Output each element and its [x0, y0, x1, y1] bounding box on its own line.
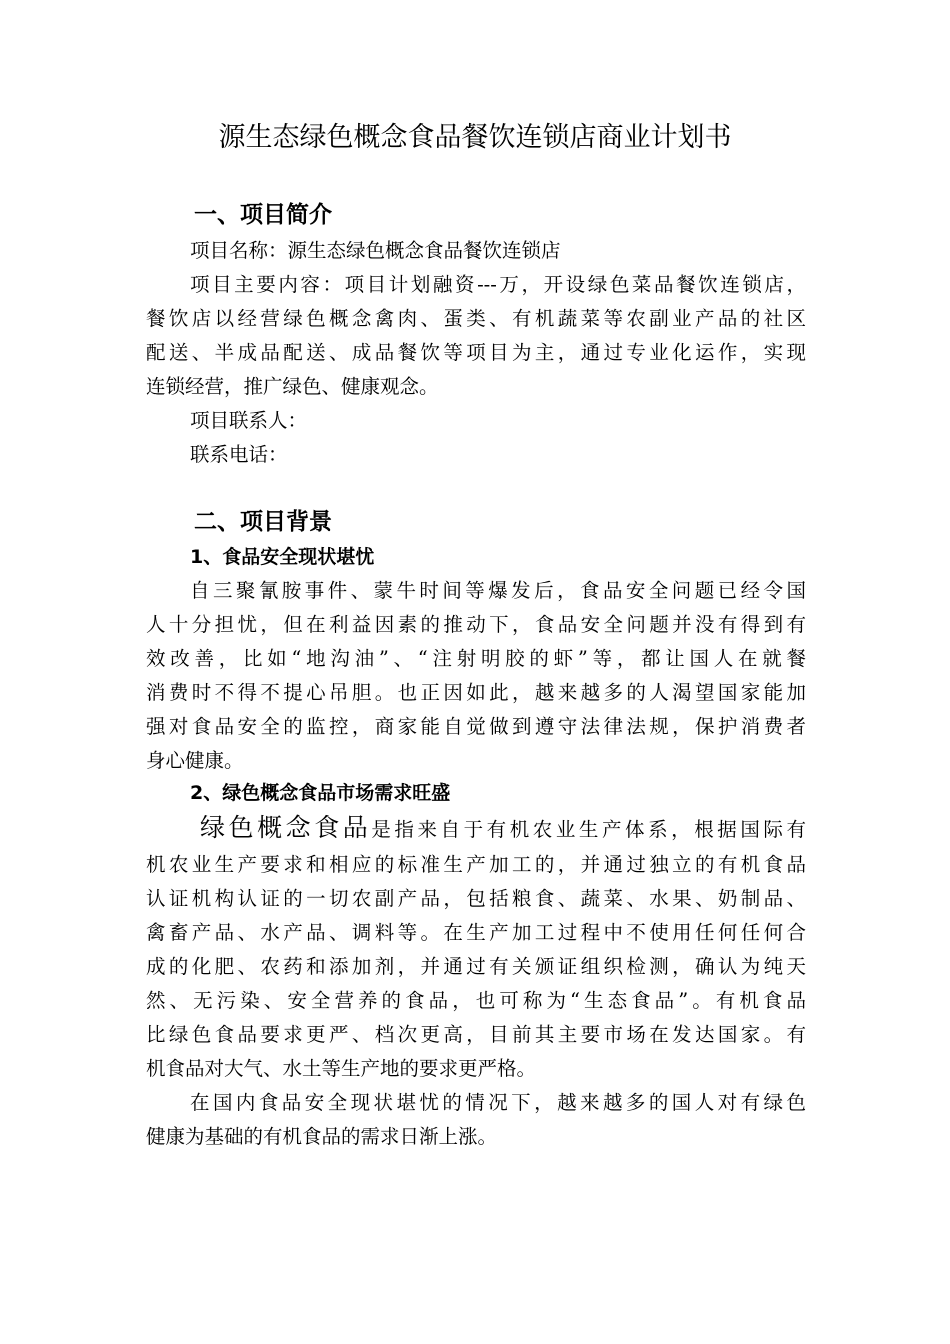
sub1-line-2: 人十分担忧，但在利益因素的推动下，食品安全问题并没有得到有 [146, 613, 806, 636]
project-content-line-3: 配送、半成品配送、成品餐饮等项目为主，通过专业化运作，实现 [146, 341, 806, 364]
sub2-line-1-rest: 是指来自于有机农业生产体系，根据国际有 [371, 818, 806, 841]
phone-line: 联系电话： [190, 443, 288, 466]
section-1-heading: 一、项目简介 [194, 202, 332, 228]
sub2-line-8: 机食品对大气、水土等生产地的要求更严格。 [146, 1057, 537, 1080]
sub2-line-6: 然、无污染、安全营养的食品，也可称为“生态食品”。有机食品 [146, 989, 806, 1012]
green-food-term: 绿色概念食品 [200, 813, 372, 842]
project-name-line: 项目名称：源生态绿色概念食品餐饮连锁店 [190, 239, 561, 262]
sub2-line-5: 成的化肥、农药和添加剂，并通过有关颁证组织检测，确认为纯天 [146, 955, 806, 978]
project-content-line-1: 项目主要内容：项目计划融资---万，开设绿色菜品餐饮连锁店， [190, 273, 806, 296]
sub1-line-4: 消费时不得不提心吊胆。也正因如此，越来越多的人渴望国家能加 [146, 681, 806, 704]
sub2-line-1 [200, 813, 806, 845]
project-content-line-4: 连锁经营，推广绿色、健康观念。 [146, 375, 439, 398]
sub2-line-3: 认证机构认证的一切农副产品，包括粮食、蔬菜、水果、奶制品、 [146, 887, 806, 910]
document-title: 源生态绿色概念食品餐饮连锁店商业计划书 [218, 122, 732, 153]
sub2-para2-line-1: 在国内食品安全现状堪忧的情况下，越来越多的国人对有绿色 [190, 1091, 806, 1114]
sub1-line-1: 自三聚氰胺事件、蒙牛时间等爆发后，食品安全问题已经令国 [190, 579, 806, 602]
sub2-line-7: 比绿色食品要求更严、档次更高，目前其主要市场在发达国家。有 [146, 1023, 806, 1046]
contact-person-line: 项目联系人： [190, 409, 308, 432]
sub2-line-2: 机农业生产要求和相应的标准生产加工的，并通过独立的有机食品 [146, 853, 806, 876]
subsection-2-heading: 2、绿色概念食品市场需求旺盛 [190, 782, 451, 804]
sub1-line-5: 强对食品安全的监控，商家能自觉做到遵守法律法规，保护消费者 [146, 715, 806, 738]
sub1-line-3: 效改善，比如“地沟油”、“注射明胶的虾”等，都让国人在就餐 [146, 647, 806, 670]
sub2-line-4: 禽畜产品、水产品、调料等。在生产加工过程中不使用任何任何合 [146, 921, 806, 944]
sub2-para2-line-2: 健康为基础的有机食品的需求日渐上涨。 [146, 1125, 498, 1148]
sub1-line-6: 身心健康。 [146, 749, 244, 772]
section-2-heading: 二、项目背景 [194, 509, 332, 535]
subsection-1-heading: 1、食品安全现状堪忧 [190, 546, 375, 568]
project-content-line-2: 餐饮店以经营绿色概念禽肉、蛋类、有机蔬菜等农副业产品的社区 [146, 307, 806, 330]
